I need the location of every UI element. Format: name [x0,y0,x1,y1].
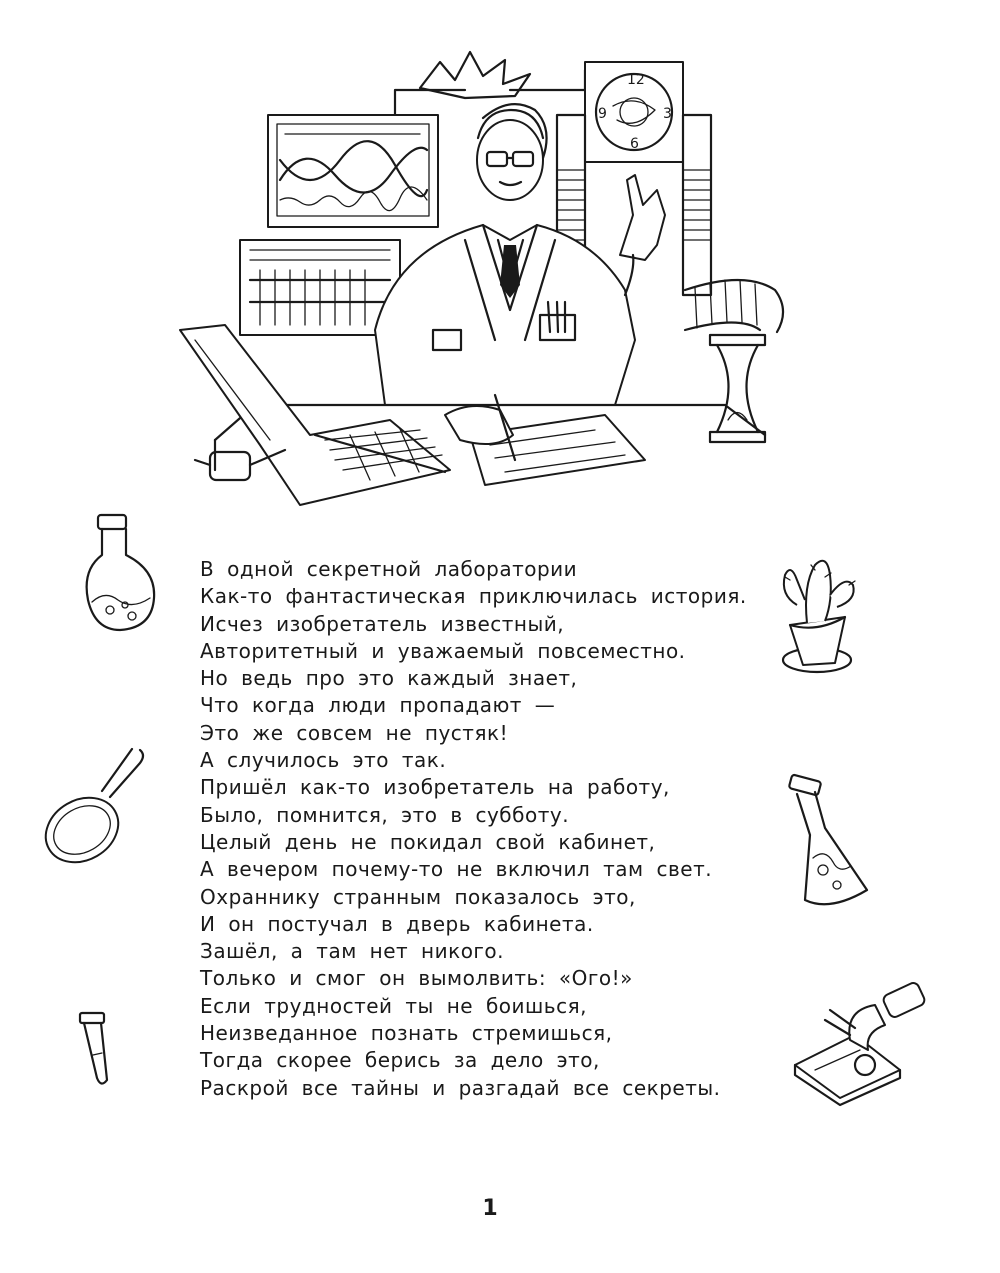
poem-line: Неизведанное познать стремишься, [200,1021,613,1046]
poem-line: А случилось это так. [200,748,447,773]
round-flask-icon [80,510,160,635]
poem-line: Зашёл, а там нет никого. [200,939,505,964]
poem-line: Но ведь про это каждый знает, [200,666,578,691]
poem-text [200,556,747,1102]
poem-line: Было, помнится, это в субботу. [200,802,570,827]
clock-number-12: 12 [627,72,645,88]
clock-number-9: 9 [598,106,607,122]
poem-line: Если трудностей ты не боишься, [200,993,587,1018]
frying-pan-icon [40,745,150,870]
poem-line: Исчез изобретатель известный, [200,611,565,636]
poem-line: Пришёл как-то изобретатель на работу, [200,775,670,800]
poem-line: Охраннику странным показалось это, [200,884,636,909]
poem-line: Это же совсем не пустяк! [200,720,509,745]
poem-line: Авторитетный и уважаемый повсеместно. [200,638,686,663]
poem-line: Раскрой все тайны и разгадай все секреты. [200,1075,721,1100]
microscope-icon [790,980,930,1110]
poem-line: Тогда скорее берись за дело это, [200,1048,600,1073]
poem-line: В одной секретной лаборатории [200,557,578,581]
cactus-icon [775,545,875,680]
test-tube-icon [75,1010,125,1090]
clock-number-3: 3 [663,106,672,122]
erlenmeyer-flask-icon [775,770,875,915]
scientist-lab-illustration [165,40,805,530]
poem-line: И он постучал в дверь кабинета. [200,911,594,936]
poem-line: Только и смог он вымолвить: «Ого!» [200,966,633,991]
clock-number-6: 6 [630,136,639,152]
poem-line: Целый день не покидал свой кабинет, [200,829,656,854]
poem-line: Как-то фантастическая приключилась история. [200,584,747,609]
poem-line: А вечером почему-то не включил там свет. [200,857,713,882]
page-number: 1 [482,1196,498,1221]
poem-line: Что когда люди пропадают — [200,693,556,718]
